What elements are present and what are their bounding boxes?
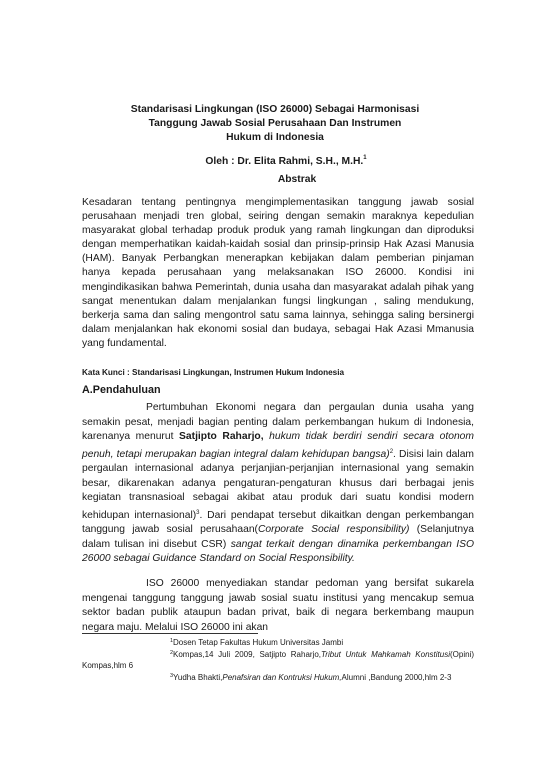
para1-text-d: (Selanjutnya dalam tulisan ini disebut CSR) [82,524,474,550]
footnote-3-rest: Alumni ,Bandung 2000,hlm 2-3 [341,673,452,683]
para1-quote: hukum tidak berdiri sendiri secara otonom penuh, tetapi merupakan bagian integral dalam kehidupan bangsa) [82,431,474,460]
footnote-1-text: Dosen Tetap Fakultas Hukum Universitas Jambi [173,638,344,647]
paper-title [120,103,430,145]
paragraph-iso [82,577,474,635]
title-line-2: Tanggung Jawab Sosial Perusahaan Dan Instrumen [148,118,402,129]
author-line [0,151,550,169]
section-heading: A.Pendahuluan [82,384,161,396]
footnote-3 [82,671,474,683]
title-line-1: Standarisasi Lingkungan (ISO 26000) Sebagai Harmonisasi [130,104,420,115]
abstract-body: Kesadaran tentang pentingnya mengimplementasikan tanggung jawab sosial perusahaan menjadi tren global, seiring dengan semakin maraknya kepedulian masyarakat global terhadap produk produk yang ramah lingkungan dan diproduksi dengan memperhatikan kaidah-kaidah sosial dan prinsip-prinsip Hak Azasi Manusia (HAM). Banyak Perbangkan menerapkan kebijakan dalam pemberian pinjaman hanya kepada perusahaan yang melaksanakan ISO 26000. Kondisi ini mengindikasikan bahwa Pemerintah, dunia usaha dan masyarakat adalah pihak yang sangat menentukan dalam menjalankan fungsi lingkungan , saling mendukung, berkerja sama dan saling mengontrol satu sama lainnya, sehingga saling bersinergi dalam menjalankan hak ekonomi sosial dan budaya, sebagai Hak Azasi Mmanusia yang fundamental. [82,197,474,349]
cited-author-name: Satjipto Raharjo, [179,431,264,442]
title-line-3: Hukum di Indonesia [226,132,324,143]
footnote-3-text: Yudha Bhakti, [173,673,223,683]
footnote-2-rest: (Opini) Kompas,hlm 6 [82,650,474,670]
para1-text-c: . Dari pendapat tersebut dikaitkan dengan perkembangan tanggung jawab sosial perusahaan( [82,509,474,535]
footnotes [82,636,474,684]
footnote-2-italic: Tribut Untuk Mahkamah Konstitusi [321,650,450,660]
footnote-2 [82,648,474,671]
para1-text-b: . Disisi lain dalam pergaulan internasional adanya perjanjian-perjanjian internasional yang semakin besar, dikarenakan adanya pengaturan-pengaturan khusus dari berbagai jenis kegiatan transnasioal sebagai akibat atau produk dari suatu kondisi modern kehidupan internasional) [82,448,474,521]
keywords: Kata Kunci : Standarisasi Lingkungan, Instrumen Hukum Indonesia [82,368,345,377]
para1-italic-csr: Corporate Social responsibility) [257,524,410,535]
author-name: Oleh : Dr. Elita Rahmi, S.H., M.H. [205,156,364,167]
para2-text: ISO 26000 menyediakan standar pedoman yang bersifat sukarela mengenai tanggung tanggung jawab sosial suatu institusi yang mencakup semua sektor badan publik ataupun badan privat, baik di negara berkembang maupun negara maju. Melalui ISO 26000 ini akan [82,578,474,633]
footnote-3-italic: Penafsiran dan Kontruksi Hukum, [222,673,342,683]
author-footnote-ref: 1 [363,155,367,161]
footnote-ref-2: 2 [389,448,394,455]
footnote-ref-3: 3 [196,509,200,516]
footnote-divider [82,633,258,634]
footnote-3-id: 3 [169,673,173,680]
footnote-1-id: 1 [169,638,173,644]
footnote-1 [82,636,474,648]
footnote-2-text: Kompas,14 Juli 2009, Satjipto Raharjo, [173,650,322,660]
paragraph-intro [82,401,474,567]
para1-italic-iso: sangat terkait dengan dinamika perkembangan ISO 26000 sebagai Guidance Standard on Social Responsibility. [82,538,474,564]
footnote-2-id: 2 [169,650,173,657]
abstract-heading: Abstrak [277,174,317,185]
para1-text-a: Pertumbuhan Ekonomi negara dan pergaulan dunia usaha yang semakin pesat, menjadi bagian penting dalam perkembangan hukum di Indonesia, karenanya menurut [82,402,474,442]
